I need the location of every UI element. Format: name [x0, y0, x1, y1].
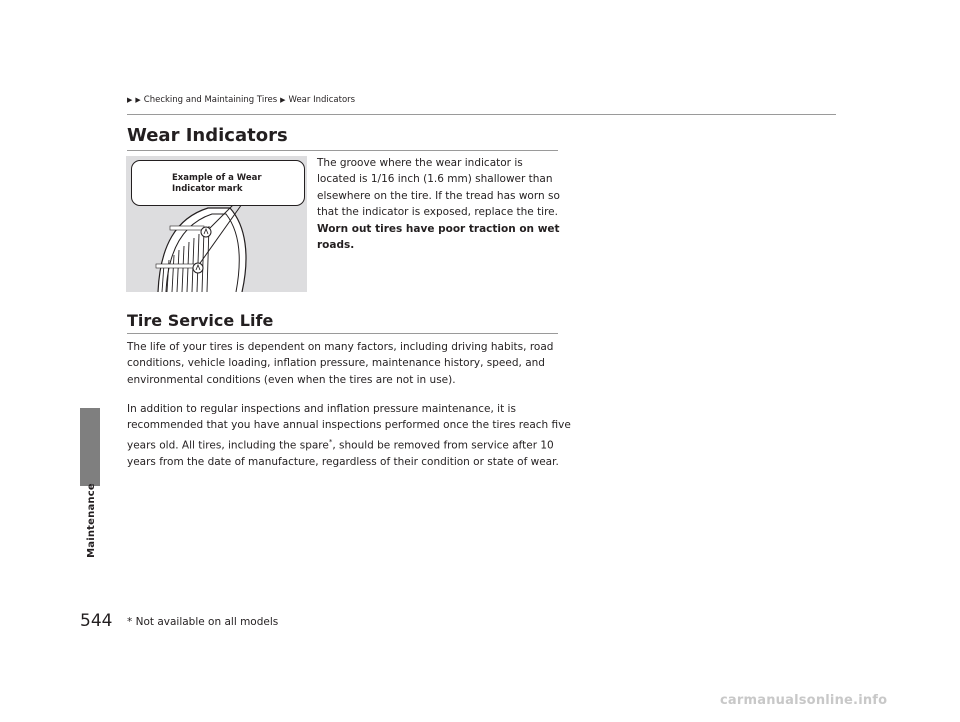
service-life-divider: [127, 333, 558, 334]
section-label: Maintenance: [85, 482, 97, 558]
arrow-icon: ▶: [127, 96, 133, 104]
header-divider: [127, 114, 836, 115]
breadcrumb: [127, 95, 355, 105]
breadcrumb-current: Wear Indicators: [288, 95, 356, 105]
page-number: 544: [80, 611, 113, 631]
section-tab: [80, 408, 100, 486]
wear-description: [317, 155, 562, 253]
section-title-wear: Wear Indicators: [127, 125, 288, 146]
section-title-service-life: Tire Service Life: [127, 311, 274, 330]
service-life-paragraph-1: The life of your tires is dependent on many factors, including driving habits, road conditions, vehicle loading, inflation pressure, maintenance history, speed, and environmental conditions (even when the tires are not in use).: [127, 341, 554, 386]
callout-box: [131, 160, 305, 206]
arrow-icon: ▶: [135, 96, 141, 104]
wear-warning: Worn out tires have poor traction on wet roads.: [317, 222, 560, 252]
watermark: carmanualsonline.info: [720, 693, 888, 708]
footnote: * Not available on all models: [127, 616, 279, 628]
breadcrumb-link-tires[interactable]: Checking and Maintaining Tires: [143, 95, 278, 105]
arrow-icon: ▶: [280, 96, 286, 104]
footnote-marker: *: [328, 437, 333, 446]
wear-indicator-illustration: [126, 156, 307, 292]
service-life-paragraph-2: [127, 401, 572, 470]
paragraph-2-start: In addition to regular inspections and inflation pressure maintenance, it is recommended that you have annual inspections performed once the tires reach five years old. All tires, including the spare: [127, 403, 571, 452]
paragraph-2-end: , should be removed from service after 10 years from the date of manufacture, regardless of their condition or state of wear.: [127, 439, 559, 468]
wear-description-text: The groove where the wear indicator is located is 1/16 inch (1.6 mm) shallower than elsewhere on the tire. If the tread has worn so that the indicator is exposed, replace the tire.: [317, 157, 560, 219]
title-divider: [127, 150, 558, 151]
callout-label: Example of a Wear Indicator mark: [172, 173, 262, 194]
